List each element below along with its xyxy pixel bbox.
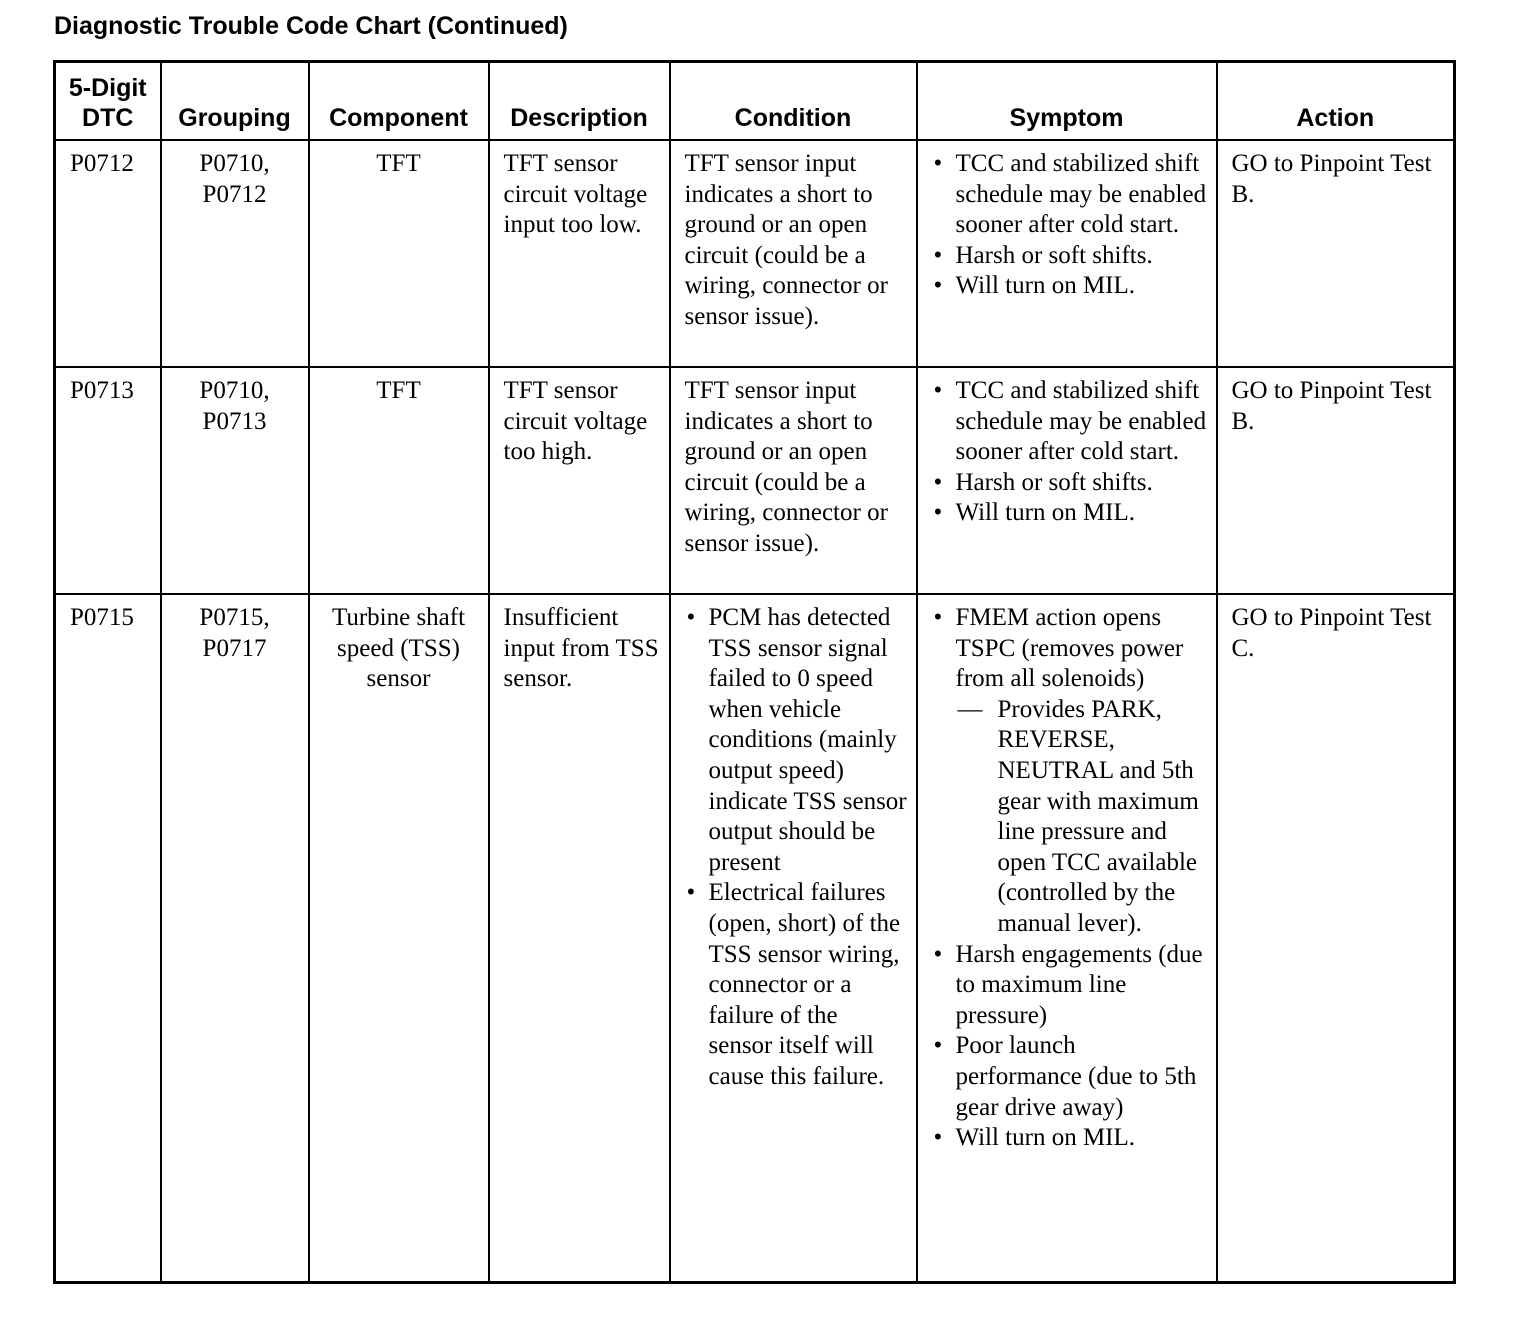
symptom-item: • Harsh or soft shifts. (932, 241, 1208, 272)
symptom-item: • TCC and stabilized shift schedule may be enabled sooner after cold start. (932, 376, 1208, 468)
header-grouping: Grouping (161, 62, 309, 141)
symptom-main-text: FMEM action opens TSPC (removes power from all solenoids) (955, 604, 1184, 693)
description-cell: TFT sensor circuit voltage too high. (489, 367, 670, 594)
table-row (55, 140, 1455, 367)
action-cell: GO to Pinpoint Test B. (1217, 367, 1455, 594)
description-cell: TFT sensor circuit voltage input too low. (489, 140, 670, 367)
condition-cell (670, 594, 917, 1283)
condition-item: • PCM has detected TSS sensor signal failed to 0 speed when vehicle conditions (mainly output speed) indicate TSS sensor output should be present (685, 603, 908, 878)
header-condition: Condition (670, 62, 917, 141)
description-cell: Insufficient input from TSS sensor. (489, 594, 670, 1283)
dtc-cell: P0712 (55, 140, 161, 367)
dtc-cell: P0715 (55, 594, 161, 1283)
symptom-item: • Harsh or soft shifts. (932, 468, 1208, 499)
symptom-item: • Poor launch performance (due to 5th gear drive away) (932, 1031, 1208, 1123)
header-dtc: 5-Digit DTC (55, 62, 161, 141)
header-action: Action (1217, 62, 1455, 141)
dtc-cell: P0713 (55, 367, 161, 594)
condition-cell: TFT sensor input indicates a short to ground or an open circuit (could be a wiring, connector or sensor issue). (670, 367, 917, 594)
grouping-cell: P0715, P0717 (161, 594, 309, 1283)
symptom-list (932, 603, 1208, 1154)
symptom-list (932, 149, 1208, 302)
grouping-cell: P0710, P0712 (161, 140, 309, 367)
symptom-item (932, 603, 1208, 940)
grouping-cell: P0710, P0713 (161, 367, 309, 594)
condition-cell: TFT sensor input indicates a short to ground or an open circuit (could be a wiring, connector or sensor issue). (670, 140, 917, 367)
condition-list (685, 603, 908, 1093)
header-component: Component (309, 62, 489, 141)
condition-item: • Electrical failures (open, short) of the TSS sensor wiring, connector or a failure of the sensor itself will cause this failure. (685, 878, 908, 1092)
symptom-list (932, 376, 1208, 529)
table-header-row (55, 62, 1455, 141)
symptom-item: • Harsh engagements (due to maximum line pressure) (932, 940, 1208, 1032)
action-cell: GO to Pinpoint Test C. (1217, 594, 1455, 1283)
symptom-cell (917, 594, 1217, 1283)
page-title: Diagnostic Trouble Code Chart (Continued) (54, 12, 568, 40)
symptom-item: • TCC and stabilized shift schedule may be enabled sooner after cold start. (932, 149, 1208, 241)
component-cell: Turbine shaft speed (TSS) sensor (309, 594, 489, 1283)
header-description: Description (489, 62, 670, 141)
symptom-cell (917, 140, 1217, 367)
symptom-sublist (956, 695, 1208, 940)
header-symptom: Symptom (917, 62, 1217, 141)
symptom-subitem: — Provides PARK, REVERSE, NEUTRAL and 5th gear with maximum line pressure and open TCC available (controlled by the manual lever). (956, 695, 1208, 940)
component-cell: TFT (309, 367, 489, 594)
symptom-item: • Will turn on MIL. (932, 271, 1208, 302)
table-row (55, 367, 1455, 594)
action-cell: GO to Pinpoint Test B. (1217, 140, 1455, 367)
component-cell: TFT (309, 140, 489, 367)
symptom-item: • Will turn on MIL. (932, 1123, 1208, 1154)
symptom-item: • Will turn on MIL. (932, 498, 1208, 529)
dtc-table (53, 60, 1456, 1284)
table-row (55, 594, 1455, 1283)
symptom-cell (917, 367, 1217, 594)
